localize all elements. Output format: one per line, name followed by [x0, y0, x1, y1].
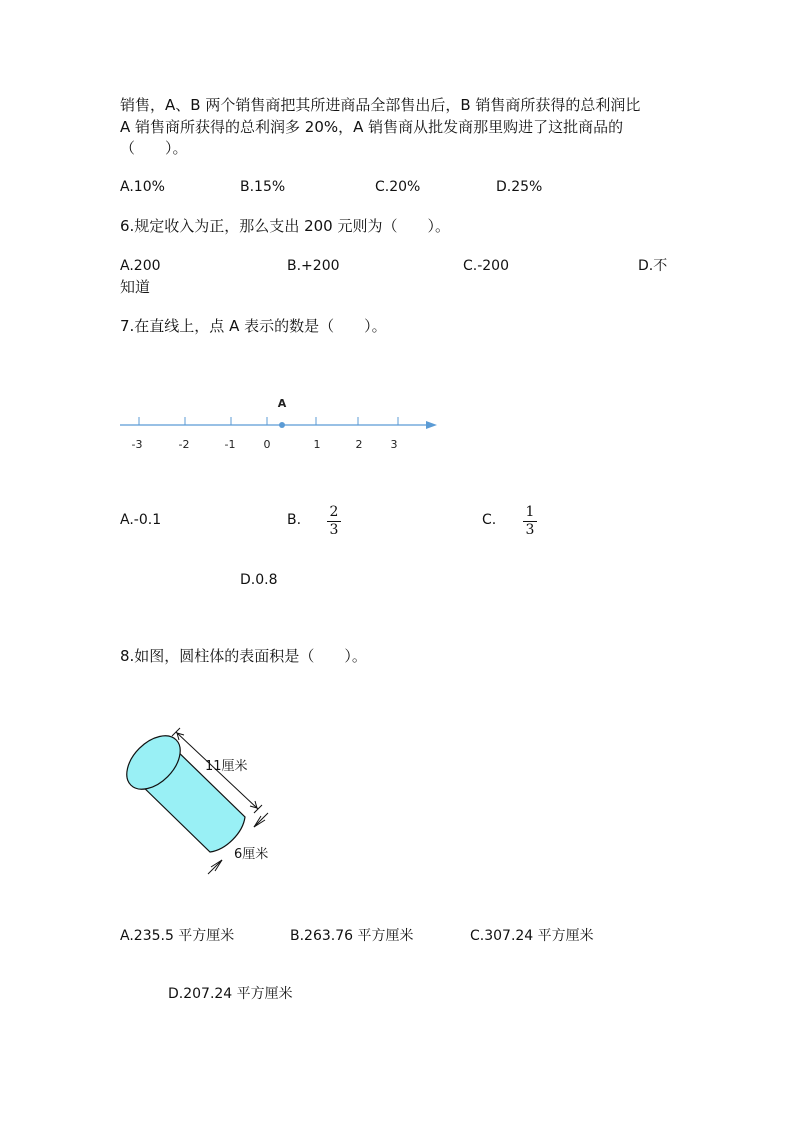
q8-option-d: D.207.24 平方厘米: [168, 986, 293, 1002]
tick-label: 3: [390, 438, 398, 451]
tick-label: -3: [131, 438, 143, 451]
number-line-arrow: [426, 421, 437, 429]
fraction-numerator: 1: [523, 505, 537, 522]
point-a-label: A: [277, 397, 287, 410]
q7-option-b-fraction: [327, 505, 341, 538]
q5-stem-line-1: 销售，A、B 两个销售商把其所进商品全部售出后，B 销售商所获得的总利润比: [120, 96, 641, 114]
point-a-dot: [279, 422, 285, 428]
length-label: 11厘米: [205, 759, 248, 774]
q5-option-a: A.10%: [120, 179, 165, 195]
q6-stem: 6.规定收入为正，那么支出 200 元则为（ ）。: [120, 217, 450, 235]
tick-label: 0: [263, 438, 271, 451]
tick-label: 1: [313, 438, 321, 451]
q7-stem: 7.在直线上，点 A 表示的数是（ ）。: [120, 317, 387, 335]
q7-option-c-fraction: [523, 505, 537, 538]
q6-option-d-continued: 知道: [120, 278, 151, 296]
q6-option-c: C.-200: [463, 258, 509, 274]
q5-stem-line-2: A 销售商所获得的总利润多 20%，A 销售商从批发商那里购进了这批商品的: [120, 118, 624, 136]
fraction-denominator: 3: [329, 522, 339, 538]
fraction-numerator: 2: [327, 505, 341, 522]
q8-option-a: A.235.5 平方厘米: [120, 928, 235, 944]
tick-label: -1: [224, 438, 236, 451]
q5-option-c: C.20%: [375, 179, 421, 195]
q5-stem-line-3: （ ）。: [120, 139, 188, 157]
tick-label: 2: [355, 438, 363, 451]
q8-stem: 8.如图，圆柱体的表面积是（ ）。: [120, 647, 367, 665]
diameter-label: 6厘米: [234, 847, 269, 862]
q7-option-b-prefix: B.: [287, 512, 302, 528]
cylinder-shape: [118, 726, 245, 852]
q6-option-a: A.200: [120, 258, 161, 274]
q6-option-d: D.不: [638, 258, 668, 274]
tick-label: -2: [178, 438, 190, 451]
q7-option-d: D.0.8: [240, 572, 278, 588]
number-line-figure: [115, 390, 445, 460]
q5-option-d: D.25%: [496, 179, 543, 195]
q8-option-c: C.307.24 平方厘米: [470, 928, 594, 944]
q5-option-b: B.15%: [240, 179, 286, 195]
fraction-denominator: 3: [525, 522, 535, 538]
q6-option-b: B.+200: [287, 258, 340, 274]
cylinder-figure: [118, 724, 318, 884]
q7-option-c-prefix: C.: [482, 512, 497, 528]
q7-option-a: A.-0.1: [120, 512, 162, 528]
q8-option-b: B.263.76 平方厘米: [290, 928, 414, 944]
